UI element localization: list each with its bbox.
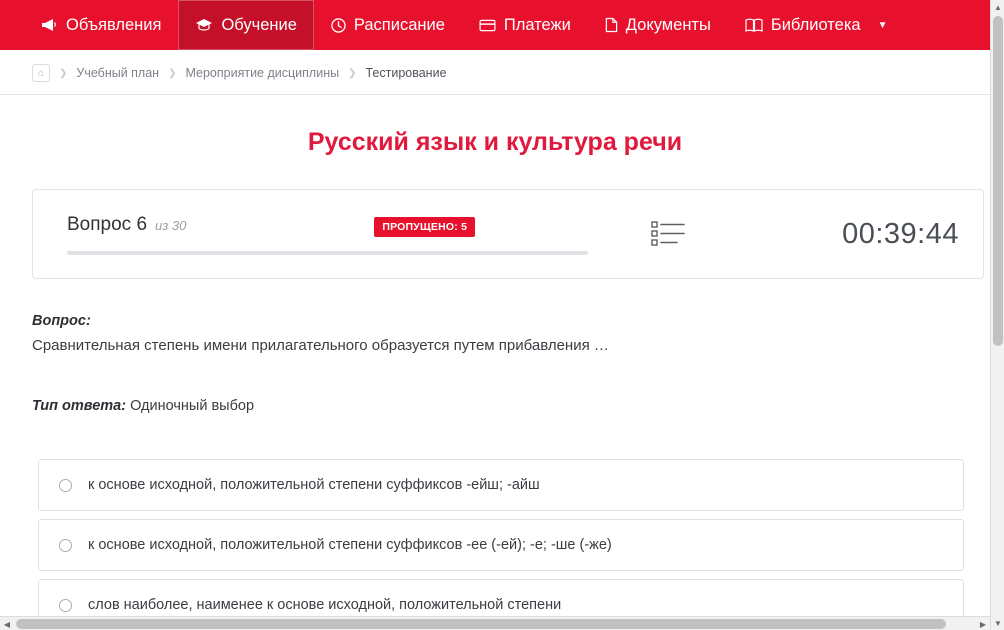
timer-seconds-separator: : [917, 217, 926, 250]
home-icon[interactable]: ⌂ [32, 64, 50, 82]
answer-option[interactable] [38, 459, 964, 511]
timer-seconds: 44 [925, 217, 959, 250]
chevron-down-icon: ▼ [877, 19, 888, 31]
answer-option-label: к основе исходной, положительной степени суффиксов -ейш; -айш [88, 477, 540, 493]
answer-options-list [38, 459, 964, 630]
question-number: Вопрос 6 [67, 213, 148, 235]
question-body [0, 279, 1004, 414]
question-list-button[interactable] [593, 220, 743, 248]
question-header-card [32, 189, 984, 279]
progress-bar [67, 251, 588, 255]
nav-label: Документы [625, 15, 711, 34]
status-badge: ПРОПУЩЕНО: 5 [374, 217, 475, 237]
question-text: Сравнительная степень имени прилагательного образуется путем прибавления … [32, 337, 609, 354]
main-navigation [0, 0, 990, 50]
vertical-scrollbar[interactable] [990, 0, 1004, 630]
scroll-right-arrow-icon[interactable]: ▶ [979, 619, 987, 629]
radio-button-icon[interactable] [59, 599, 72, 612]
scroll-down-arrow-icon[interactable]: ▼ [991, 616, 1004, 630]
nav-item-training[interactable] [178, 0, 313, 50]
timer [743, 218, 983, 251]
vertical-scrollbar-thumb[interactable] [993, 16, 1003, 346]
answer-type-row [32, 398, 972, 414]
breadcrumb [0, 50, 990, 95]
page-title: Русский язык и культура речи [307, 128, 683, 156]
answer-type-label: Тип ответа: [32, 398, 127, 414]
nav-item-payments[interactable] [462, 0, 588, 50]
breadcrumb-separator: ❯ [348, 67, 357, 79]
answer-option-label: слов наиболее, наименее к основе исходной, положительной степени [88, 597, 562, 613]
breadcrumb-item-testing: Тестирование [365, 66, 447, 80]
book-icon [745, 18, 763, 32]
nav-item-documents[interactable] [588, 0, 728, 50]
radio-button-icon[interactable] [59, 479, 72, 492]
question-total: из 30 [155, 217, 187, 233]
horizontal-scrollbar[interactable] [0, 616, 990, 630]
scroll-left-arrow-icon[interactable]: ◀ [3, 619, 11, 629]
credit-card-icon [479, 19, 496, 32]
breadcrumb-separator: ❯ [59, 67, 68, 79]
question-counter [67, 214, 593, 237]
answer-type-value: Одиночный выбор [130, 398, 255, 414]
breadcrumb-separator: ❯ [168, 67, 177, 79]
nav-label: Платежи [503, 15, 571, 34]
nav-label: Обучение [221, 15, 297, 34]
nav-item-library[interactable] [728, 0, 905, 50]
question-progress-section [33, 214, 593, 255]
megaphone-icon [41, 18, 58, 32]
question-list-icon [651, 220, 685, 248]
clock-icon [331, 18, 346, 33]
nav-item-schedule[interactable] [314, 0, 462, 50]
radio-button-icon[interactable] [59, 539, 72, 552]
document-icon [605, 17, 618, 33]
graduation-cap-icon [195, 18, 213, 32]
scroll-up-arrow-icon[interactable]: ▲ [991, 0, 1004, 14]
horizontal-scrollbar-thumb[interactable] [16, 619, 946, 629]
nav-label: Расписание [353, 15, 445, 34]
timer-minutes: 00:39 [842, 217, 918, 250]
question-prompt-label: Вопрос: [32, 313, 91, 329]
breadcrumb-item-curriculum[interactable]: Учебный план [76, 66, 160, 80]
breadcrumb-item-discipline-event[interactable]: Мероприятие дисциплины [185, 66, 340, 80]
nav-item-announcements[interactable] [24, 0, 178, 50]
nav-label: Объявления [66, 15, 162, 34]
answer-option-label: к основе исходной, положительной степени суффиксов -ее (-ей); -е; -ше (-же) [88, 537, 612, 553]
answer-option[interactable] [38, 519, 964, 571]
nav-label: Библиотека [770, 15, 861, 34]
